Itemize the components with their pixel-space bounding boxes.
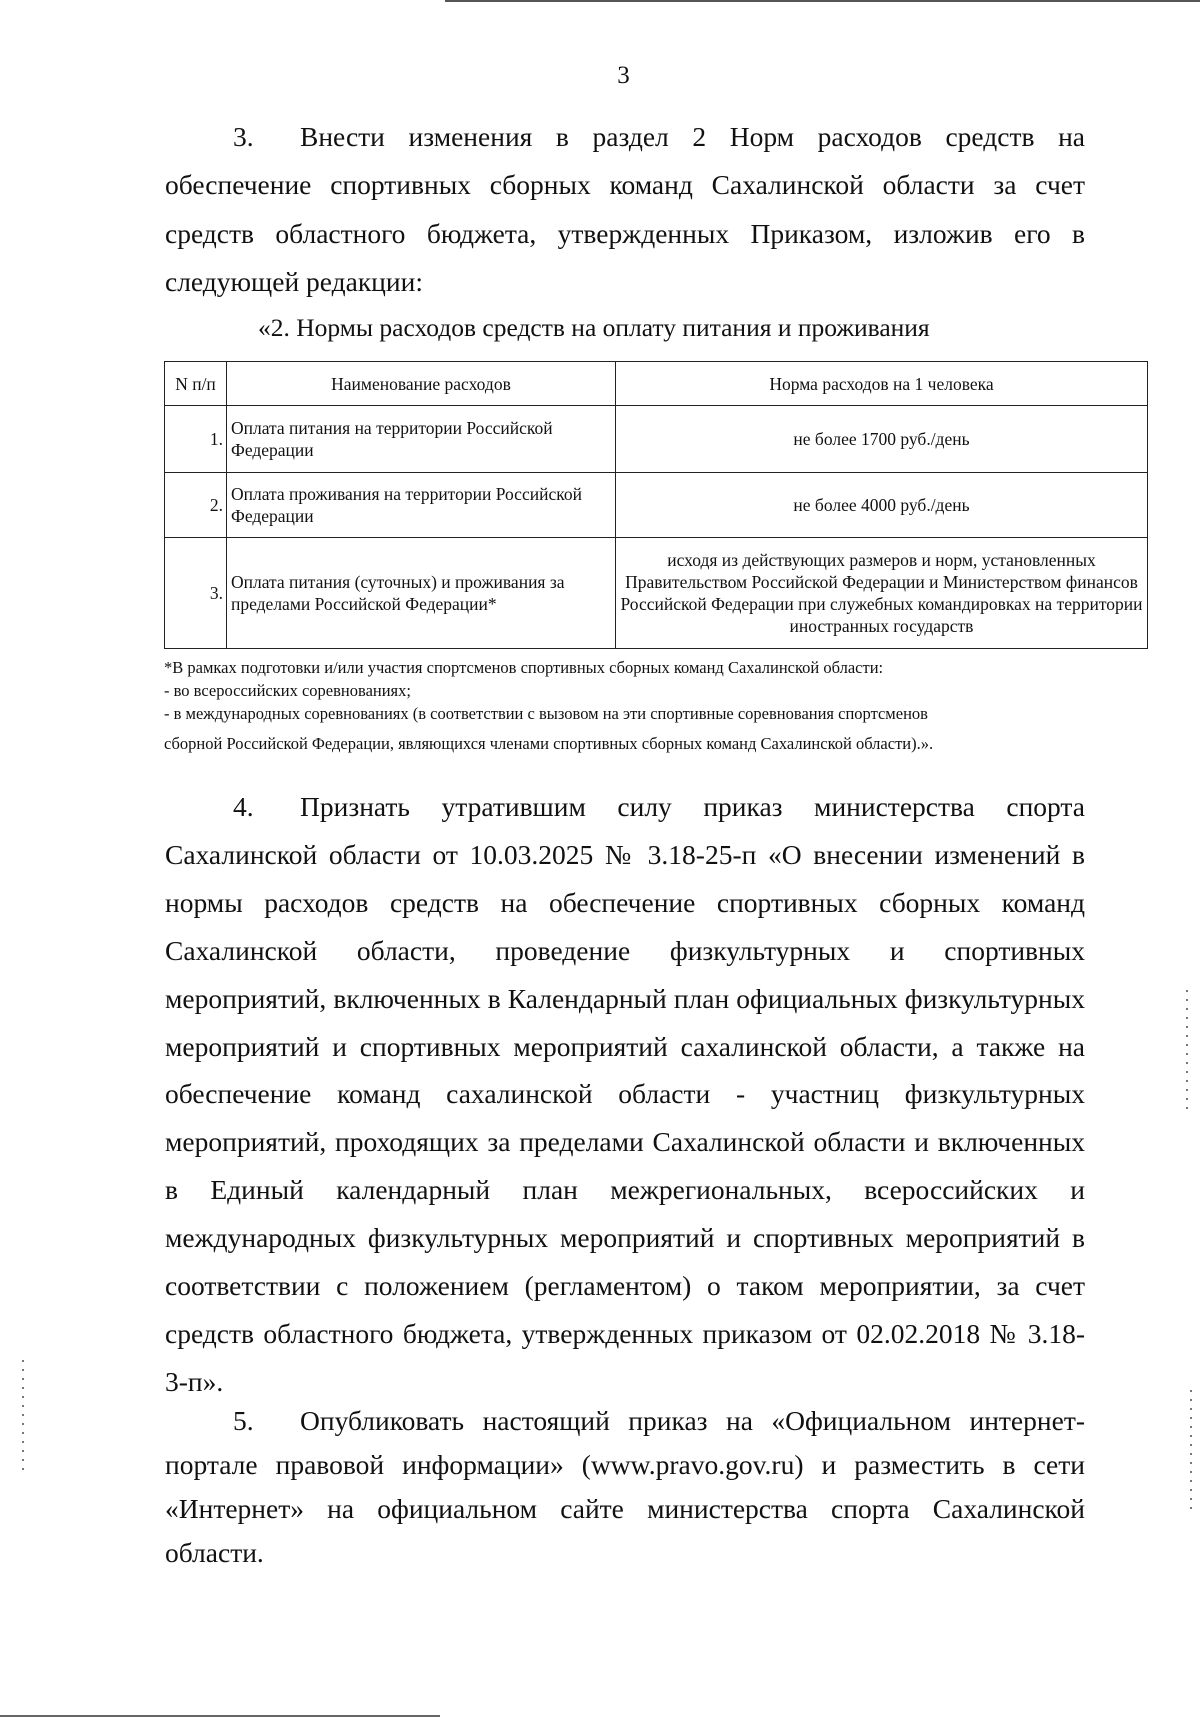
row-num: 3. — [165, 538, 227, 649]
table-footnote — [164, 656, 1104, 755]
header-name: Наименование расходов — [227, 362, 616, 406]
scan-edge-line-top — [445, 0, 1200, 2]
norms-table — [164, 361, 1148, 649]
row-name: Оплата питания (суточных) и проживания за пределами Российской Федерации* — [227, 538, 616, 649]
row-num: 1. — [165, 406, 227, 473]
table-row — [165, 473, 1148, 538]
table-header-row — [165, 362, 1148, 406]
paragraph-4 — [165, 783, 1085, 1406]
scan-noise-right-lower — [1190, 1390, 1192, 1510]
footnote-line: - во всероссийских соревнованиях; — [164, 681, 411, 700]
paragraph-5 — [165, 1399, 1085, 1575]
scan-noise-right — [1186, 990, 1188, 1110]
header-norm: Норма расходов на 1 человека — [616, 362, 1148, 406]
row-num: 2. — [165, 473, 227, 538]
footnote-line: сборной Российской Федерации, являющихся членами спортивных сборных команд Сахалинской области).». — [164, 734, 934, 753]
row-norm: не более 4000 руб./день — [616, 473, 1148, 538]
page-number: 3 — [617, 62, 630, 89]
scan-edge-line-bottom — [0, 1715, 440, 1717]
row-name: Оплата проживания на территории Российской Федерации — [227, 473, 616, 538]
footnote-line: - в международных соревнованиях (в соответствии с вызовом на эти спортивные соревнования спортсменов — [164, 704, 928, 723]
paragraph-4-text: Признать утратившим силу приказ министерства спорта Сахалинской области от 10.03.2025 № 3.18-25-п «О внесении изменений в нормы расходов средств на обеспечение спортивных сборных команд Сахалинской области, проведение физкультурных и спортивных мероприятий, включенных в Календарный план официальных физкультурных мероприятий и спортивных мероприятий сахалинской области, а также на обеспечение команд сахалинской области - участниц физкультурных мероприятий, проходящих за пределами Сахалинской области и включенных в Единый календарный план межрегиональных, всероссийских и международных физкультурных мероприятий и спортивных мероприятий в соответствии с положением (регламентом) о таком мероприятии, за счет средств областного бюджета, утвержденных приказом от 02.02.2018 № 3.18-3-п». — [165, 791, 1085, 1397]
footnote-line: *В рамках подготовки и/или участия спортсменов спортивных сборных команд Сахалинской области: — [164, 658, 884, 677]
paragraph-5-number: 5. — [233, 1405, 254, 1436]
paragraph-3-number: 3. — [233, 121, 254, 152]
paragraph-3 — [165, 113, 1085, 306]
row-norm: не более 1700 руб./день — [616, 406, 1148, 473]
paragraph-3-text: Внести изменения в раздел 2 Норм расходов средств на обеспечение спортивных сборных команд Сахалинской области за счет средств областного бюджета, утвержденных Приказом, изложив его в следующей редакции: — [165, 121, 1085, 297]
table-row — [165, 538, 1148, 649]
table-row — [165, 406, 1148, 473]
row-norm: исходя из действующих размеров и норм, установленных Правительством Российской Федерации и Министерством финансов Российской Федерации при служебных командировках на территории иностранных государств — [616, 538, 1148, 649]
paragraph-4-number: 4. — [233, 791, 254, 822]
header-num: N п/п — [165, 362, 227, 406]
row-name: Оплата питания на территории Российской Федерации — [227, 406, 616, 473]
table-title: «2. Нормы расходов средств на оплату питания и проживания — [258, 313, 930, 342]
scan-noise-left — [22, 1360, 24, 1470]
paragraph-5-text: Опубликовать настоящий приказ на «Официальном интернет-портале правовой информации» (www.pravo.gov.ru) и разместить в сети «Интернет» на официальном сайте министерства спорта Сахалинской области. — [165, 1405, 1085, 1568]
